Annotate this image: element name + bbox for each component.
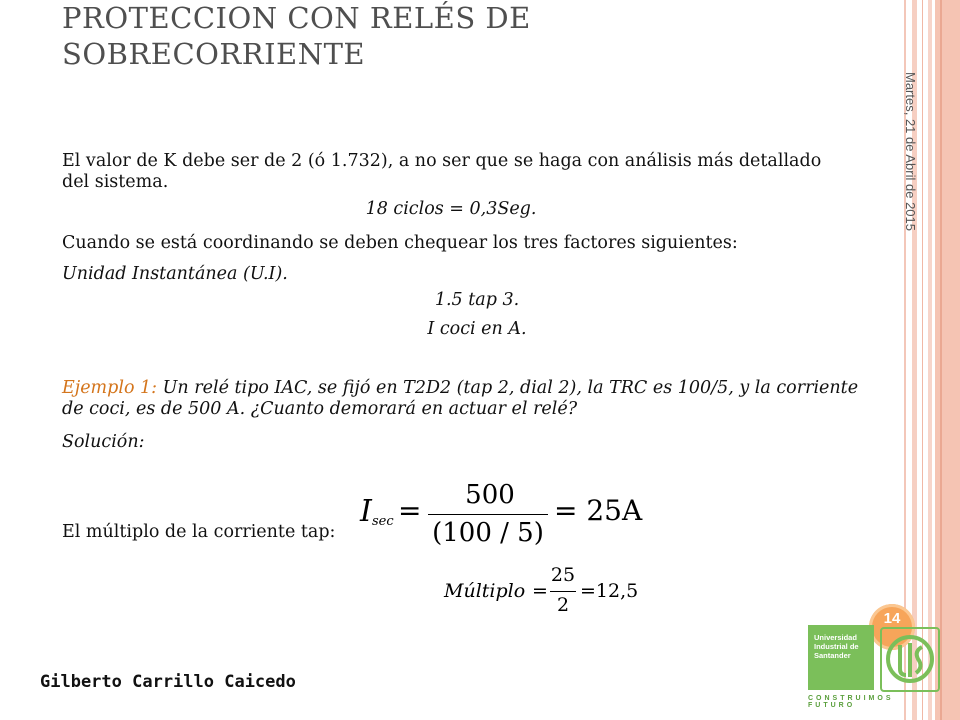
logo-line: Industrial de [814,642,859,651]
logo-text [814,633,872,660]
university-logo [808,625,940,709]
decor-stripe [935,0,960,720]
formula-multiple-equals: = [532,580,548,602]
formula-isec-sub: sec [372,514,394,529]
formula-isec-result: = 25A [554,494,643,527]
date-text: Martes, 21 de Abril de 2015 [903,72,918,231]
formula-multiple-bar [550,591,576,592]
formula-isec-lhs: I [360,494,372,529]
paragraph-icoci: I coci en A. [427,319,527,339]
logo-line: Santander [814,651,851,660]
decor-stripe [928,0,932,720]
paragraph-example [62,378,882,420]
slide-title: PROTECCION CON RELÉS DE SOBRECORRIENTE [62,1,531,71]
formula-isec-numerator: 500 [465,480,515,510]
formula-multiple-numerator: 25 [550,564,576,586]
formula-isec [360,480,643,550]
formula-isec-denominator: (100 / 5) [432,518,544,548]
paragraph-k-value: El valor de K debe ser de 2 (ó 1.732), a no ser que se haga con análisis más detallado del sistema. [62,151,822,192]
paragraph-tap: 1.5 tap 3. [434,290,520,310]
formula-multiple-lhs: Múltiplo [444,580,526,602]
logo-green-block [808,625,874,690]
page-number: 14 [883,610,901,627]
paragraph-cycles: 18 ciclos = 0,3Seg. [365,199,537,219]
paragraph-unit: Unidad Instantánea (U.I). [62,264,288,284]
formula-isec-bar [428,514,548,515]
formula-isec-equals: = [398,494,422,527]
logo-line: Universidad [814,633,857,642]
paragraph-coordinating: Cuando se está coordinando se deben chequear los tres factores siguientes: [62,233,738,253]
paragraph-solution: Solución: [62,432,145,452]
author-name: Gilberto Carrillo Caicedo [40,672,296,692]
logo-tagline: CONSTRUIMOS FUTURO [808,695,894,709]
uis-emblem-icon [882,629,938,690]
date-label [884,72,918,232]
example-label: Ejemplo 1: [62,378,158,398]
formula-multiple [444,564,664,624]
formula-multiple-result: =12,5 [580,580,639,602]
formula-multiple-denominator: 2 [556,594,570,616]
decor-stripe [922,0,923,720]
paragraph-multiple: El múltiplo de la corriente tap: [62,522,336,542]
example-text: Un relé tipo IAC, se fijó en T2D2 (tap 2, dial 2), la TRC es 100/5, y la corriente de coci, es de 500 A. ¿Cuanto demorará en actuar el relé? [62,378,859,419]
logo-emblem [880,627,940,692]
decor-stripe [940,0,942,720]
